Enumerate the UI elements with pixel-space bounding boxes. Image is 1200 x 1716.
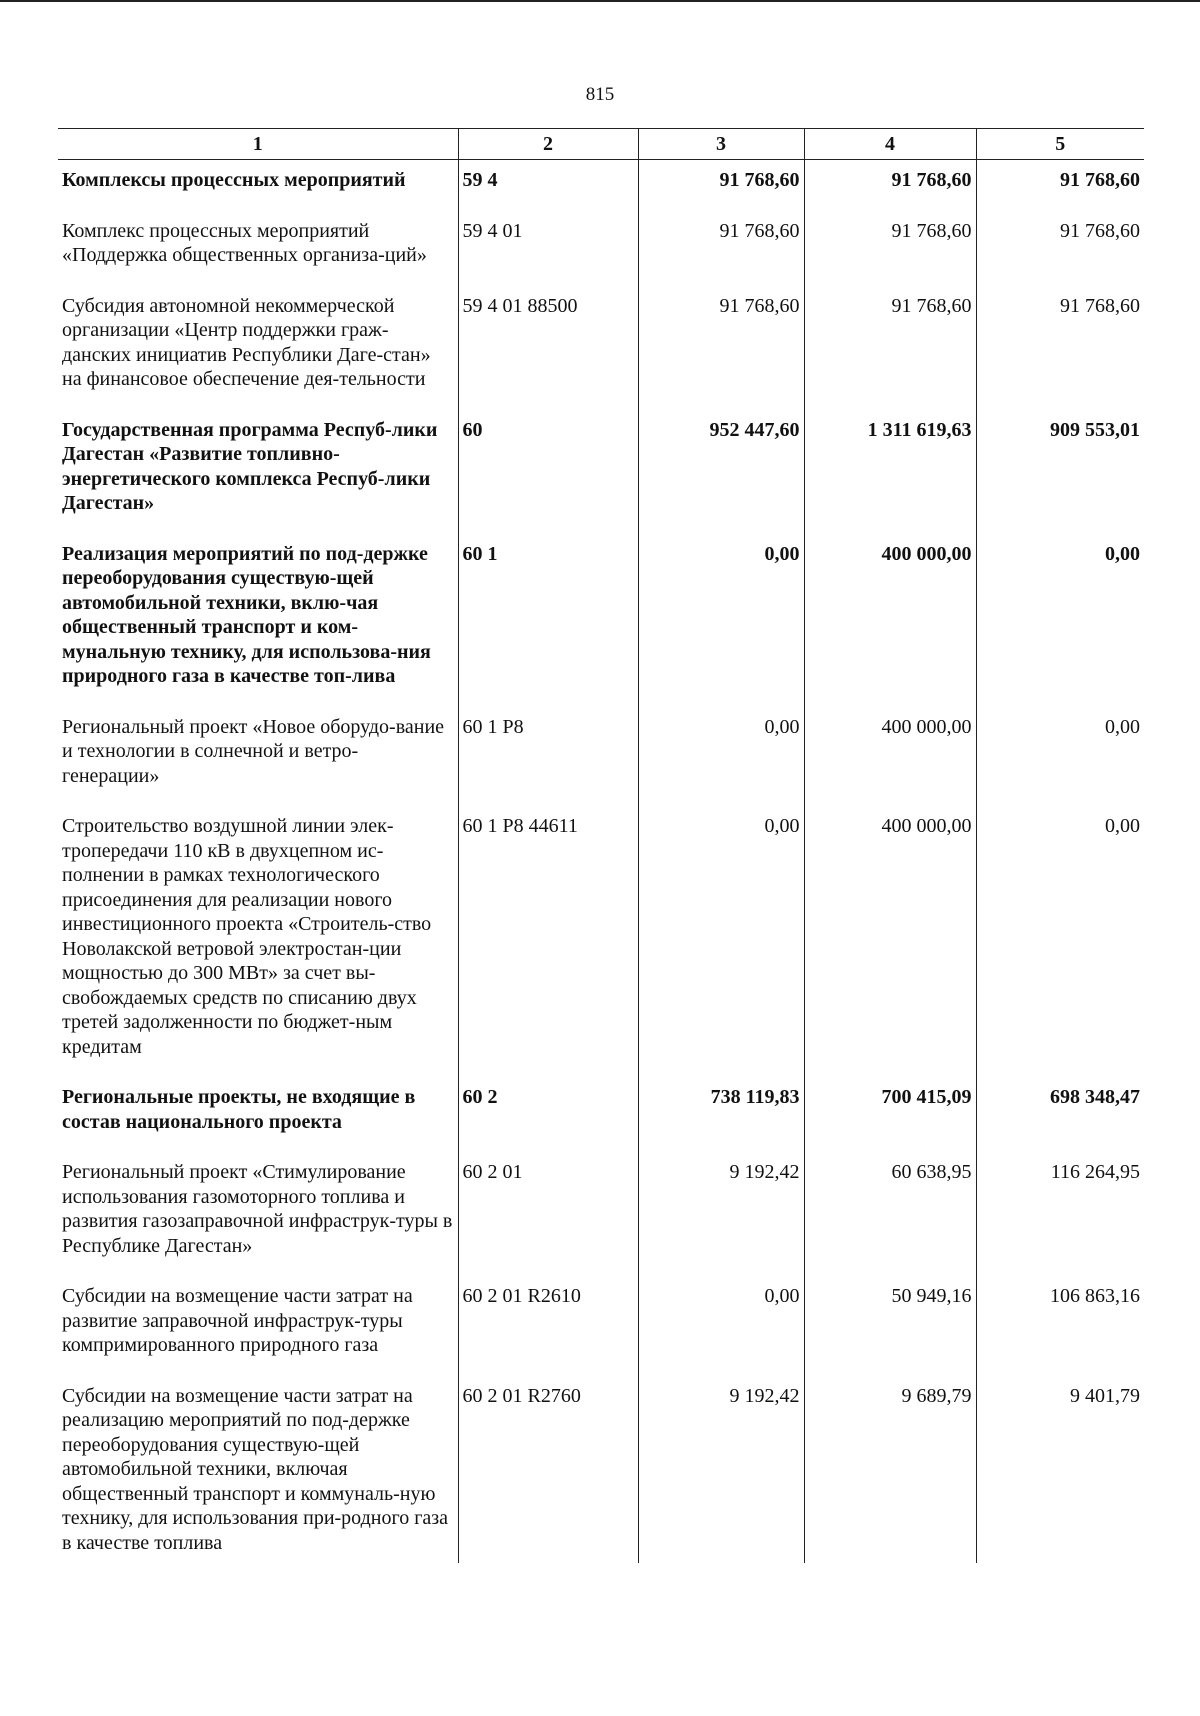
budget-code-cell: 60 2 01 R2610: [458, 1278, 638, 1378]
amount-col4-cell: 9 689,79: [804, 1378, 976, 1564]
table-row: [58, 536, 1144, 709]
table-header: [58, 129, 1144, 160]
budget-code-cell: 60 1 P8: [458, 709, 638, 809]
item-name-cell: Комплекс процессных мероприятий «Поддержка общественных организа-ций»: [62, 219, 427, 266]
budget-code-cell: 59 4: [458, 160, 638, 213]
table-row: [58, 412, 1144, 536]
amount-col3-cell: 91 768,60: [638, 288, 804, 412]
table-row: [58, 288, 1144, 412]
table-row: [58, 213, 1144, 288]
amount-col3-cell: 9 192,42: [638, 1154, 804, 1278]
amount-col4-cell: 400 000,00: [804, 808, 976, 1079]
amount-col4-cell: 400 000,00: [804, 536, 976, 709]
amount-col3-cell: 738 119,83: [638, 1079, 804, 1154]
amount-col4-cell: 50 949,16: [804, 1278, 976, 1378]
scan-edge-line: [0, 0, 1200, 2]
amount-col5-cell: 0,00: [976, 709, 1144, 809]
budget-table: [58, 128, 1144, 1563]
amount-col5-cell: 106 863,16: [976, 1278, 1144, 1378]
amount-col3-cell: 91 768,60: [638, 213, 804, 288]
table-row: [58, 1079, 1144, 1154]
item-name-cell: Комплексы процессных мероприятий: [62, 169, 406, 191]
amount-col4-cell: 60 638,95: [804, 1154, 976, 1278]
amount-col3-cell: 952 447,60: [638, 412, 804, 536]
header-row: [58, 129, 1144, 160]
item-name-cell: Региональный проект «Стимулирование использования газомоторного топлива и развития газозаправочной инфраструк-туры в Республике Дагестан»: [62, 1161, 453, 1257]
item-name-cell: Субсидия автономной некоммерческой организации «Центр поддержки граж-данских инициатив Республики Даге-стан» на финансовое обеспечение дея-тельности: [62, 294, 431, 390]
table-body: [58, 160, 1144, 1564]
budget-code-cell: 60: [458, 412, 638, 536]
amount-col3-cell: 91 768,60: [638, 160, 804, 213]
table-row: [58, 1278, 1144, 1378]
table-row: [58, 808, 1144, 1079]
table-row: [58, 1154, 1144, 1278]
amount-col3-cell: 0,00: [638, 1278, 804, 1378]
amount-col3-cell: 0,00: [638, 709, 804, 809]
table-row: [58, 160, 1144, 213]
budget-code-cell: 60 1 P8 44611: [458, 808, 638, 1079]
amount-col4-cell: 1 311 619,63: [804, 412, 976, 536]
amount-col3-cell: 9 192,42: [638, 1378, 804, 1564]
amount-col5-cell: 91 768,60: [976, 288, 1144, 412]
amount-col5-cell: 116 264,95: [976, 1154, 1144, 1278]
amount-col5-cell: 9 401,79: [976, 1378, 1144, 1564]
amount-col5-cell: 0,00: [976, 808, 1144, 1079]
column-header-1: 1: [58, 129, 458, 160]
item-name-cell: Субсидии на возмещение части затрат на реализацию мероприятий по под-держке переоборудования существую-щей автомобильной техники, включая общественный транспорт и коммуналь-ную технику, для использования при-родного газа в качестве топлива: [62, 1384, 449, 1554]
budget-code-cell: 60 2: [458, 1079, 638, 1154]
amount-col5-cell: 0,00: [976, 536, 1144, 709]
item-name-cell: Строительство воздушной линии элек-тропередачи 110 кВ в двухцепном ис-полнении в рамках технологического присоединения для реализации нового инвестиционного проекта «Строитель-ство Новолакской ветровой электростан-ции мощностью до 300 МВт» за счет вы-свобождаемых средств по списанию двух третей задолженности по бюджет-ным кредитам: [62, 815, 432, 1058]
column-header-5: 5: [976, 129, 1144, 160]
amount-col5-cell: 91 768,60: [976, 213, 1144, 288]
amount-col5-cell: 698 348,47: [976, 1079, 1144, 1154]
item-name-cell: Региональные проекты, не входящие в состав национального проекта: [62, 1086, 416, 1133]
amount-col5-cell: 91 768,60: [976, 160, 1144, 213]
column-header-2: 2: [458, 129, 638, 160]
column-header-4: 4: [804, 129, 976, 160]
budget-code-cell: 60 1: [458, 536, 638, 709]
amount-col4-cell: 400 000,00: [804, 709, 976, 809]
page-number: 815: [585, 84, 615, 105]
table-row: [58, 709, 1144, 809]
item-name-cell: Региональный проект «Новое оборудо-вание и технологии в солнечной и ветро-генерации»: [62, 715, 445, 787]
item-name-cell: Государственная программа Респуб-лики Дагестан «Развитие топливно-энергетического комплекса Респуб-лики Дагестан»: [62, 418, 438, 514]
amount-col3-cell: 0,00: [638, 536, 804, 709]
table-row: [58, 1378, 1144, 1564]
amount-col5-cell: 909 553,01: [976, 412, 1144, 536]
budget-code-cell: 60 2 01: [458, 1154, 638, 1278]
column-header-3: 3: [638, 129, 804, 160]
item-name-cell: Субсидии на возмещение части затрат на развитие заправочной инфраструк-туры компримированного природного газа: [62, 1285, 413, 1356]
amount-col4-cell: 91 768,60: [804, 160, 976, 213]
amount-col4-cell: 91 768,60: [804, 213, 976, 288]
budget-code-cell: 60 2 01 R2760: [458, 1378, 638, 1564]
budget-code-cell: 59 4 01: [458, 213, 638, 288]
amount-col4-cell: 700 415,09: [804, 1079, 976, 1154]
amount-col4-cell: 91 768,60: [804, 288, 976, 412]
item-name-cell: Реализация мероприятий по под-держке переоборудования существую-щей автомобильной техники, вклю-чая общественный транспорт и ком-мунальную технику, для использова-ния природного газа в качестве топ-лива: [62, 542, 431, 687]
budget-code-cell: 59 4 01 88500: [458, 288, 638, 412]
amount-col3-cell: 0,00: [638, 808, 804, 1079]
